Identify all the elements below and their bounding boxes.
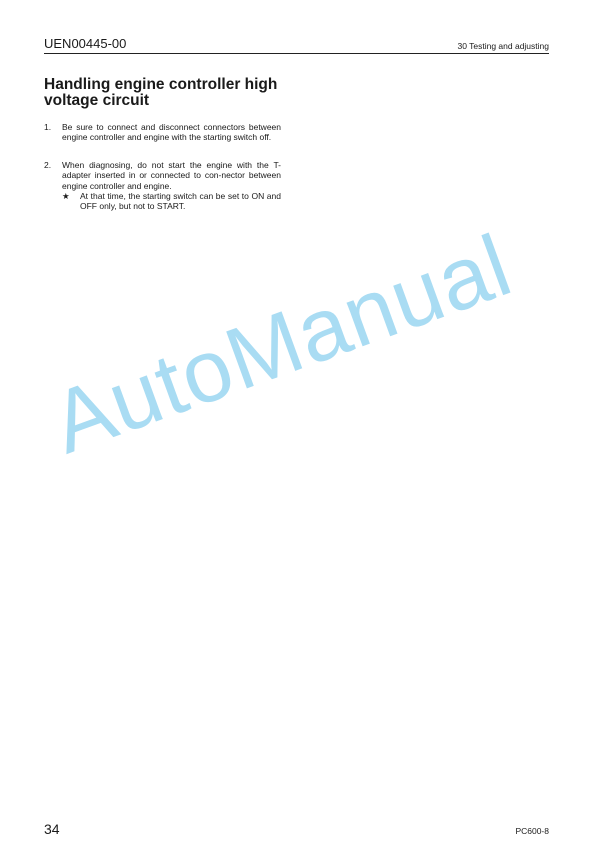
- page-title: Handling engine controller high voltage circuit: [44, 76, 278, 109]
- step-note: [62, 191, 281, 212]
- step-list: [44, 122, 281, 212]
- step-text: When diagnosing, do not start the engine with the T-adapter inserted in or connected to con-nector between engine controller and engine.: [62, 159, 281, 191]
- model-code: PC600-8: [515, 826, 549, 836]
- page-number: 34: [44, 821, 60, 837]
- step-item-1: [44, 122, 281, 143]
- star-icon: ★: [62, 191, 70, 202]
- watermark: AutoManual: [38, 214, 524, 473]
- step-text: Be sure to connect and disconnect connectors between engine controller and engine with the starting switch off.: [62, 122, 281, 143]
- step-number: 2.: [44, 159, 52, 170]
- step-item-2: [44, 160, 281, 212]
- header-section-title: 30 Testing and adjusting: [457, 41, 549, 51]
- step-number: 1.: [44, 122, 52, 132]
- header-rule: [44, 53, 549, 54]
- header-doc-id: UEN00445-00: [44, 36, 127, 51]
- note-text: At that time, the starting switch can be set to ON and OFF only, but not to START.: [80, 191, 281, 212]
